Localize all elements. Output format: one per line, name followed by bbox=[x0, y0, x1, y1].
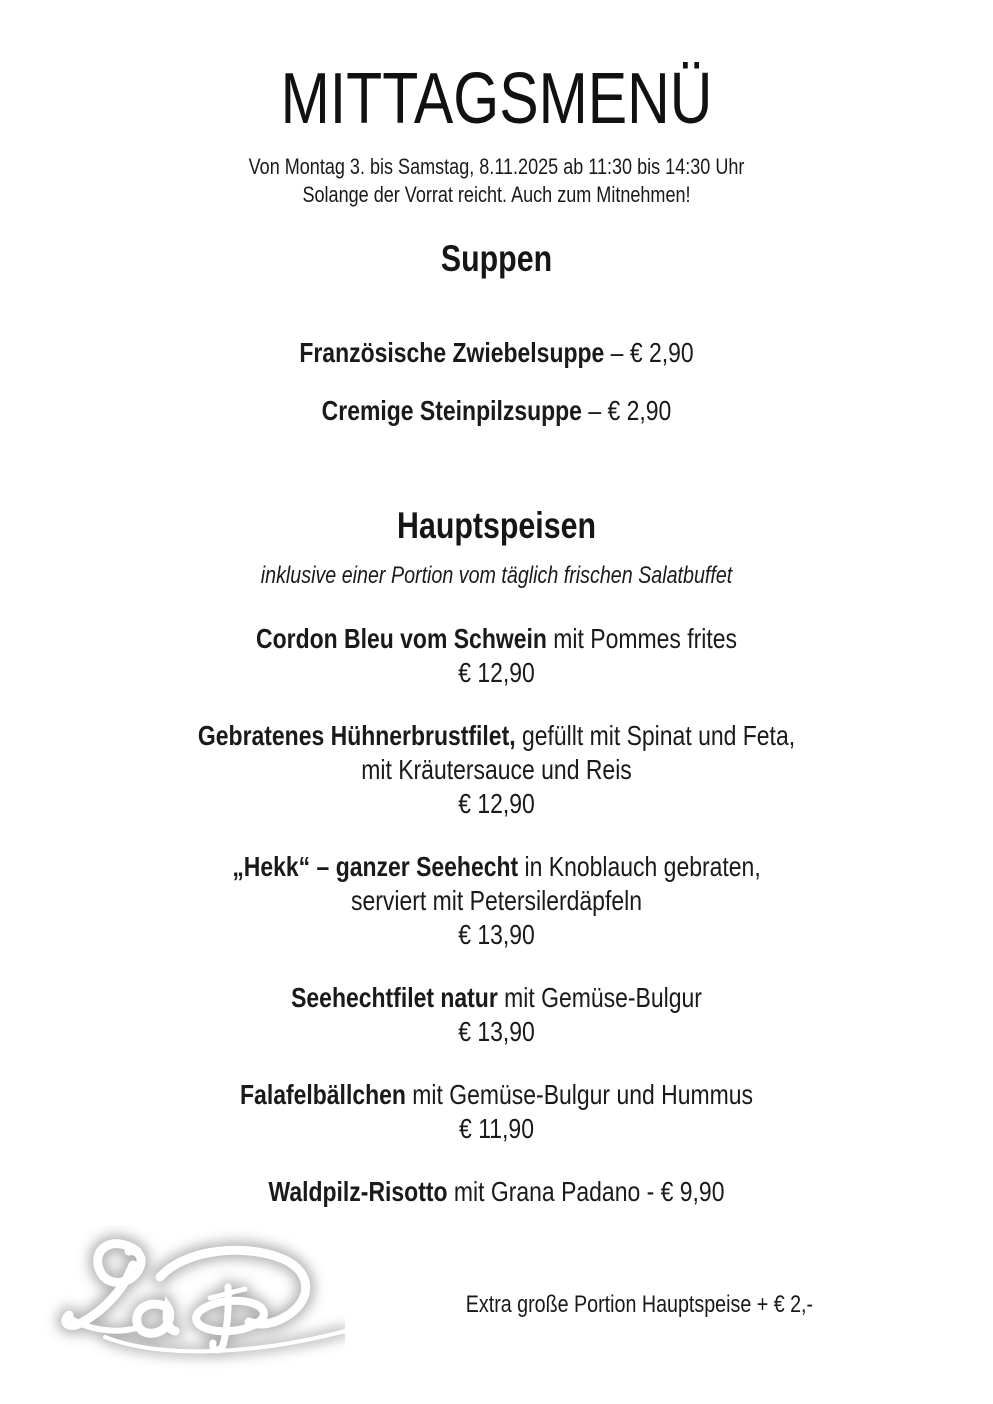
suppen-items bbox=[0, 336, 993, 428]
menu-item-line bbox=[0, 394, 993, 428]
menu-item-desc: mit Grana Padano - € 9,90 bbox=[447, 1176, 725, 1207]
menu-item-name: Französische Zwiebelsuppe bbox=[299, 337, 605, 368]
menu-item bbox=[0, 1078, 993, 1146]
menu-item-price: € 12,90 bbox=[458, 788, 535, 819]
restaurant-logo bbox=[45, 1225, 345, 1385]
menu-item-desc: mit Pommes frites bbox=[546, 623, 737, 654]
menu-item-price: € 13,90 bbox=[458, 1016, 535, 1047]
menu-item-name: „Hekk“ – ganzer Seehecht bbox=[232, 851, 519, 882]
subtitle-line-1: Von Montag 3. bis Samstag, 8.11.2025 ab 11:30 bis 14:30 Uhr bbox=[248, 154, 745, 179]
menu-item-line bbox=[0, 719, 993, 753]
subtitle-line-2: Solange der Vorrat reicht. Auch zum Mitnehmen! bbox=[302, 182, 691, 207]
menu-item-price: € 12,90 bbox=[458, 657, 535, 688]
menu-item-desc: – € 2,90 bbox=[604, 337, 694, 368]
section-hauptspeisen bbox=[0, 504, 993, 1209]
menu-item-name: Waldpilz-Risotto bbox=[268, 1176, 448, 1207]
menu-item-price: € 11,90 bbox=[459, 1113, 534, 1144]
menu-item-line bbox=[0, 981, 993, 1015]
menu-item-name: Gebratenes Hühnerbrustfilet, bbox=[197, 720, 516, 751]
menu-item bbox=[0, 981, 993, 1049]
menu-item-line2: mit Kräutersauce und Reis bbox=[361, 754, 632, 785]
hauptspeisen-heading: Hauptspeisen bbox=[397, 505, 596, 546]
menu-item-line bbox=[0, 622, 993, 656]
hauptspeisen-items bbox=[0, 622, 993, 1209]
menu-item-line bbox=[0, 1175, 993, 1209]
menu-item-desc: – € 2,90 bbox=[581, 395, 672, 426]
menu-item bbox=[0, 719, 993, 821]
menu-item-name: Cordon Bleu vom Schwein bbox=[256, 623, 547, 654]
menu-item-name: Falafelbällchen bbox=[240, 1079, 406, 1110]
salatbuffet-note: inklusive einer Portion vom täglich frischen Salatbuffet bbox=[260, 562, 733, 589]
menu-item-line2: serviert mit Petersilerdäpfeln bbox=[351, 885, 642, 916]
menu-item-price: € 13,90 bbox=[458, 919, 535, 950]
menu-item bbox=[0, 1175, 993, 1209]
extra-portion-note: Extra große Portion Hauptspeise + € 2,- bbox=[465, 1291, 814, 1318]
menu-item-name: Seehechtfilet natur bbox=[291, 982, 498, 1013]
section-suppen bbox=[0, 237, 993, 428]
menu-item-name: Cremige Steinpilzsuppe bbox=[321, 395, 582, 426]
menu-item-line bbox=[0, 850, 993, 884]
subtitle bbox=[0, 153, 993, 209]
suppen-heading: Suppen bbox=[440, 238, 553, 279]
menu-item-desc: mit Gemüse-Bulgur und Hummus bbox=[405, 1079, 753, 1110]
menu-item-line bbox=[0, 336, 993, 370]
page-title: MITTAGSMENÜ bbox=[280, 59, 713, 139]
menu-item-line bbox=[0, 1078, 993, 1112]
menu-item-desc: mit Gemüse-Bulgur bbox=[497, 982, 702, 1013]
menu-item-desc: gefüllt mit Spinat und Feta, bbox=[515, 720, 796, 751]
menu-item bbox=[0, 850, 993, 952]
menu-item bbox=[0, 622, 993, 690]
menu-item-desc: in Knoblauch gebraten, bbox=[518, 851, 761, 882]
